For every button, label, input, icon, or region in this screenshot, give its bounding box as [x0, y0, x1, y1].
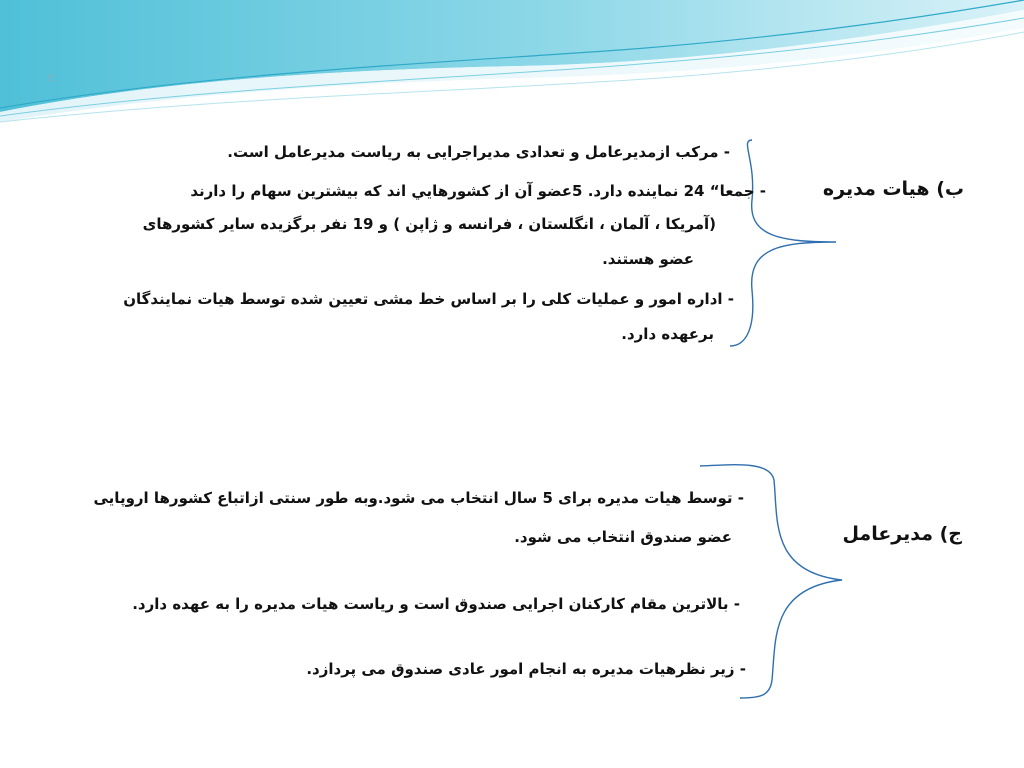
section-b-line-5: - اداره امور و عمليات کلی را بر اساس خط مشی تعيين شده توسط هيات نمايندگان [123, 290, 734, 308]
section-j-line-1: - توسط هيات مديره برای 5 سال انتخاب می شود.وبه طور سنتی ازاتباع کشورها اروپايی [93, 489, 744, 507]
section-j-heading: ج) مديرعامل [842, 523, 962, 545]
section-b-line-1: - مرکب ازمديرعامل و تعدادی مديراجرايی به رياست مديرعامل است. [227, 143, 730, 161]
section-b-line-4: عضو هستند. [602, 250, 694, 268]
section-b-line-3: (آمريکا ، آلمان ، انگلستان ، فرانسه و ژاپن ) و 19 نفر برگزيده ساير کشورهای [142, 215, 716, 233]
corner-mark: خ [48, 72, 54, 82]
section-b-line-2: - جمعا“ 24 نماينده دارد. 5عضو آن از کشورهايي اند که بيشترين سهام را دارند [190, 182, 766, 200]
section-b-line-6: برعهده دارد. [621, 325, 714, 343]
section-b-heading: ب) هيات مديره [822, 178, 964, 200]
section-j-line-4: - زير نظرهيات مديره به انجام امور عادی صندوق می پردازد. [306, 660, 746, 678]
section-j-line-3: - بالاترين مقام کارکنان اجرايی صندوق است و رياست هيات مديره را به عهده دارد. [132, 595, 740, 613]
header-wave-decoration [0, 0, 1024, 140]
brace-section-b [730, 140, 836, 346]
section-j-line-2: عضو صندوق انتخاب می شود. [514, 528, 732, 546]
